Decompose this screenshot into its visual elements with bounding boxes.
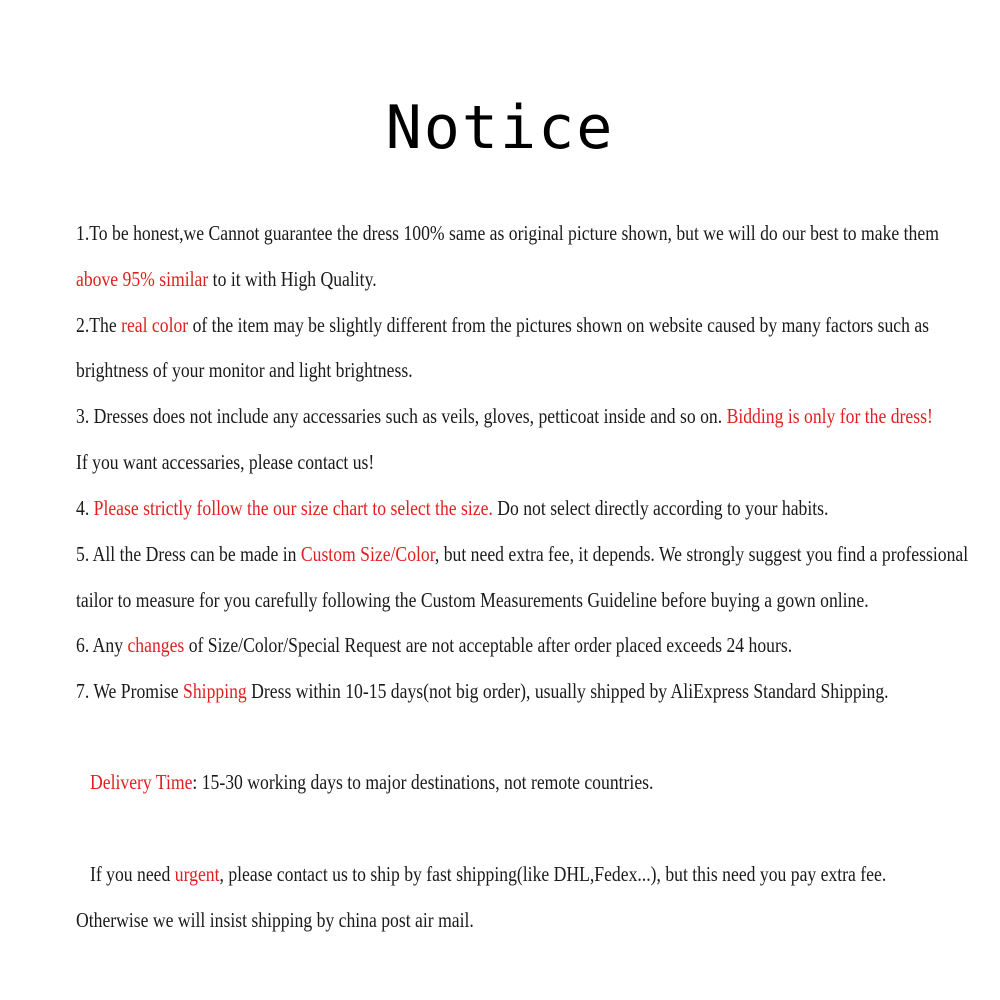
notice-line-8 [76, 540, 968, 568]
line-text: 2.The [76, 313, 122, 337]
line-highlight: above 95% similar [76, 267, 209, 291]
line-text: of Size/Color/Special Request are not acceptable after order placed exceeds 24 hours. [184, 633, 793, 657]
urgent-shipping-line [90, 860, 886, 888]
notice-line-1 [76, 219, 939, 247]
line-text: , but need extra fee, it depends. We strongly suggest you find a professional [434, 542, 969, 566]
line-highlight: Bidding is only for the dress! [726, 404, 933, 428]
page-title: Notice [385, 93, 615, 163]
line-text: 1.To be honest,we Cannot guarantee the dress 100% same as original picture shown, but we will do our best to make them [76, 221, 939, 245]
line-highlight: Custom Size/Color [300, 542, 435, 566]
line-highlight: Delivery Time [90, 770, 193, 794]
line-text: 7. We Promise [76, 679, 184, 703]
line-text: tailor to measure for you carefully following the Custom Measurements Guideline before buying a gown online. [76, 588, 869, 612]
line-text: , please contact us to ship by fast shipping(like DHL,Fedex...), but this need you pay extra fee. [219, 862, 887, 886]
line-text: to it with High Quality. [208, 267, 377, 291]
line-highlight: urgent [174, 862, 220, 886]
line-text: : 15-30 working days to major destinations, not remote countries. [192, 770, 654, 794]
notice-line-2 [76, 265, 377, 293]
line-text: Dress within 10-15 days(not big order), usually shipped by AliExpress Standard Shipping. [246, 679, 889, 703]
notice-line-6 [76, 448, 374, 476]
notice-line-4 [76, 356, 413, 384]
line-text: 3. Dresses does not include any accessaries such as veils, gloves, petticoat inside and so on. [76, 404, 727, 428]
notice-line-5 [76, 402, 933, 430]
line-highlight: real color [121, 313, 189, 337]
line-text: 4. [76, 496, 94, 520]
line-text: Otherwise we will insist shipping by china post air mail. [76, 908, 474, 932]
line-text: If you want accessaries, please contact us! [76, 450, 375, 474]
line-text: 6. Any [76, 633, 128, 657]
line-highlight: changes [127, 633, 185, 657]
notice-line-7 [76, 494, 828, 522]
notice-line-11 [76, 677, 889, 705]
line-text: brightness of your monitor and light brightness. [76, 358, 413, 382]
line-highlight: Shipping [183, 679, 247, 703]
delivery-time-line [90, 768, 653, 796]
line-text: Do not select directly according to your habits. [492, 496, 829, 520]
line-text: If you need [90, 862, 175, 886]
line-highlight: Please strictly follow the our size chart to select the size. [93, 496, 493, 520]
notice-line-3 [76, 311, 929, 339]
notice-line-9 [76, 586, 869, 614]
line-text: 5. All the Dress can be made in [76, 542, 301, 566]
china-post-line [76, 906, 474, 934]
line-text: of the item may be slightly different from the pictures shown on website caused by many factors such as [188, 313, 930, 337]
notice-line-10 [76, 631, 792, 659]
